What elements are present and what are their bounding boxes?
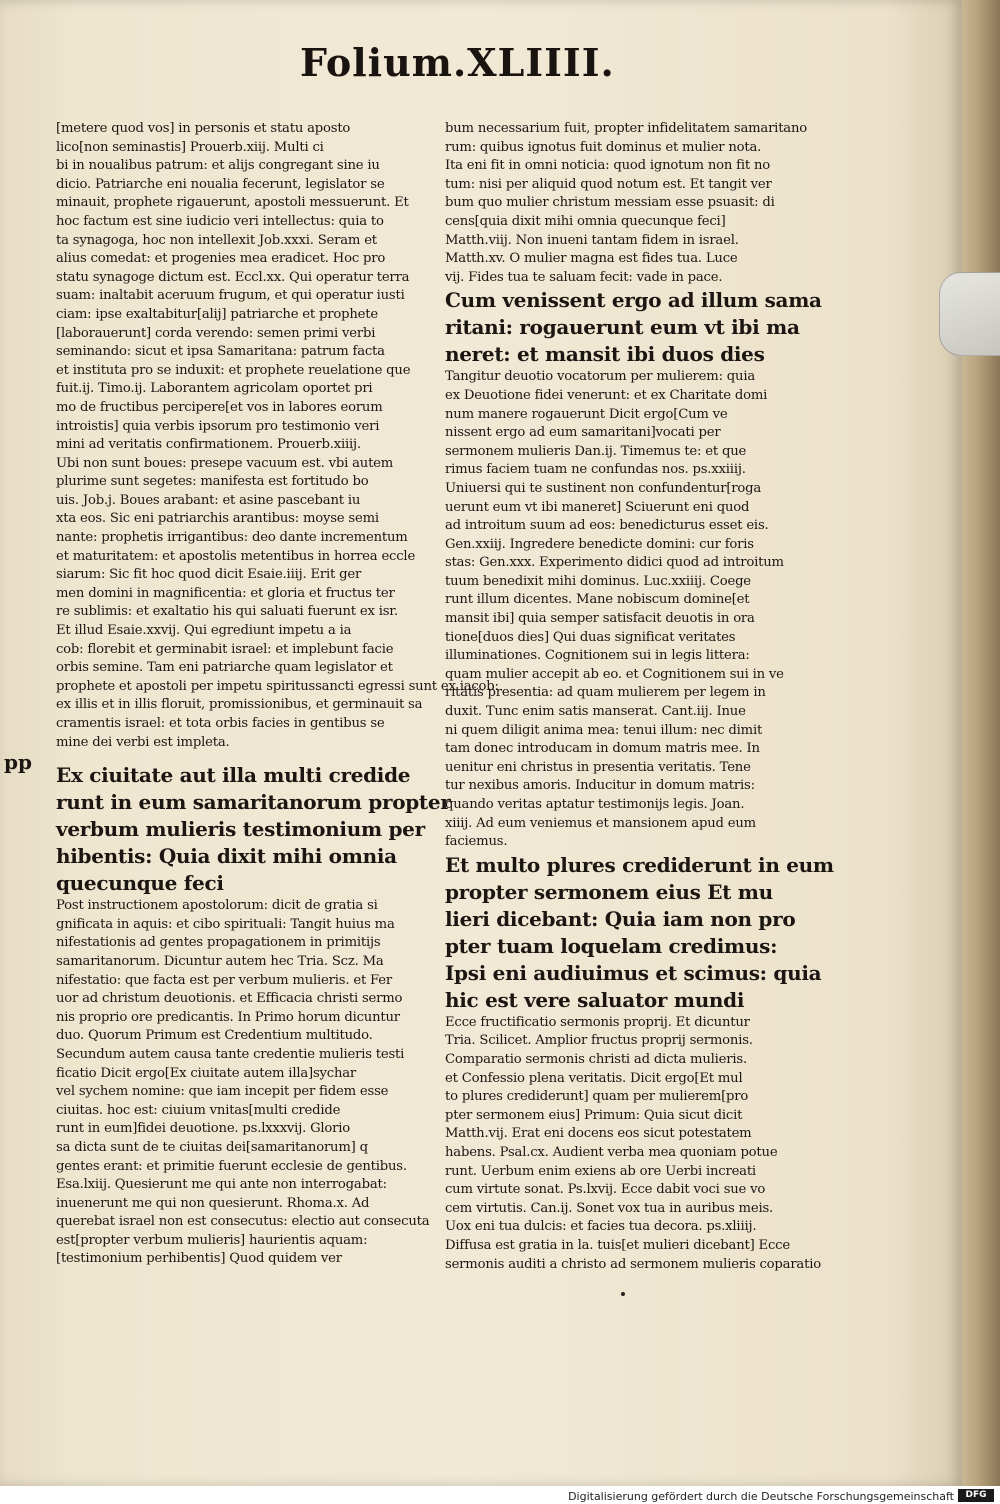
text-line: uerunt eum vt ibi maneret] Sciuerunt eni quod [445,499,750,515]
text-line: nis proprio ore predicantis. In Primo horum dicuntur [56,1009,400,1025]
text-line: uor ad christum deuotionis. et Efficacia christi sermo [56,991,403,1007]
text-line: [testimonium perhibentis] Quod quidem ver [56,1251,342,1267]
text-line: introistis] quia verbis ipsorum pro testimonio veri [56,418,380,434]
lemma-line: runt in eum samaritanorum propter [56,790,451,815]
text-line: ta synagoga, hoc non intellexit Job.xxxi. Seram et [56,232,377,248]
text-line: Ecce fructificatio sermonis proprij. Et dicuntur [445,1014,750,1030]
text-line: hoc factum est sine iudicio veri intellectus: quia to [56,213,384,229]
text-line: runt. Uerbum enim exiens ab ore Uerbi increati [445,1163,756,1179]
lemma-line: lieri dicebant: Quia iam non pro [445,906,796,931]
text-line: lico[non seminastis] Prouerb.xiij. Multi ci [56,139,324,155]
text-line: ciuitas. hoc est: ciuium vnitas[multi credide [56,1102,341,1118]
text-line: Ubi non sunt boues: presepe vacuum est. vbi autem [56,455,394,471]
text-line: ex illis et in illis floruit, promissionibus, et germinauit sa [56,697,423,713]
text-line: Diffusa est gratia in la. tuis[et mulieri dicebant] Ecce [445,1237,790,1253]
lemma-line: Ipsi eni audiuimus et scimus: quia [445,960,822,985]
lemma-line: hic est vere saluator mundi [445,987,745,1012]
text-line: ritatis presentia: ad quam mulierem per legem in [445,685,766,701]
text-line: Matth.viij. Non inueni tantam fidem in israel. [445,232,739,248]
text-line: mine dei verbi est impleta. [56,734,230,750]
lemma-line: quecunque feci [56,871,224,896]
lemma-line: Ex ciuitate aut illa multi credide [56,763,411,788]
text-line: cum virtute sonat. Ps.lxvij. Ecce dabit voci sue vo [445,1182,766,1198]
text-line: ex Deuotione fidei venerunt: et ex Charitate domi [445,387,768,403]
text-line: samaritanorum. Dicuntur autem hec Tria. Scz. Ma [56,953,384,969]
text-line: suam: inaltabit aceruum frugum, et qui operatur iusti [56,288,405,304]
lemma-line: Et multo plures crediderunt in eum [445,852,834,877]
lemma-line: neret: et mansit ibi duos dies [445,342,765,367]
text-line: nante: prophetis irrigantibus: deo dante incrementum [56,530,408,546]
text-line: habens. Psal.cx. Audient verba mea quoniam potue [445,1144,778,1160]
text-line: sa dicta sunt de te ciuitas dei[samaritanorum] q [56,1139,368,1155]
text-line: et Confessio plena veritatis. Dicit ergo[Et mul [445,1070,743,1086]
text-line: quando veritas aptatur testimonijs legis. Joan. [445,797,745,812]
text-line: num manere rogauerunt Dicit ergo[Cum ve [445,406,728,422]
text-line: fuit.ij. Timo.ij. Laborantem agricolam oportet pri [56,381,373,397]
text-line: xta eos. Sic eni patriarchis arantibus: moyse semi [56,511,379,527]
text-line: bum necessarium fuit, propter infidelitatem samaritano [445,121,807,136]
text-line: statu synagoge dictum est. Eccl.xx. Qui operatur terra [56,269,410,285]
text-line: vij. Fides tua te saluam fecit: vade in pace. [445,269,723,285]
text-line: faciemus. [445,834,508,850]
text-line: xiiij. Ad eum veniemus et mansionem apud eum [445,815,756,831]
text-line: cens[quia dixit mihi omnia quecunque feci] [445,213,726,229]
text-line: tur nexibus amoris. Inducitur in domum matris: [445,778,755,794]
right-column [445,120,834,1274]
text-line: et maturitatem: et apostolis metentibus in horrea eccle [56,548,416,564]
folio-heading: Folium.XLIIII. [300,40,615,85]
text-line: nissent ergo ad eum samaritani]vocati per [445,425,721,441]
text-line: gentes erant: et primitie fuerunt ecclesie de gentibus. [56,1158,407,1174]
text-line: Esa.lxiij. Quesierunt me qui ante non interrogabat: [56,1177,387,1193]
lemma-line: ritani: rogauerunt eum vt ibi ma [445,315,800,340]
text-line: plurime sunt segetes: manifesta est fortitudo bo [56,474,369,490]
text-line: querebat israel non est consecutus: electio aut consecuta [56,1214,430,1230]
text-line: stas: Gen.xxx. Experimento didici quod ad introitum [445,555,784,571]
text-line: alius comedat: et progenies mea eradicet. Hoc pro [56,251,386,267]
text-line: ad introitum suum ad eos: benedicturus esset eis. [445,518,769,534]
text-line: [metere quod vos] in personis et statu aposto [56,121,351,136]
text-line: illuminationes. Cognitionem sui in legis littera: [445,648,750,664]
text-line: seminando: sicut et ipsa Samaritana: patrum facta [56,344,385,360]
footer-credit: Digitalisierung gefördert durch die Deutsche Forschungsgemeinschaft [568,1490,954,1503]
lemma-line: verbum mulieris testimonium per [56,817,425,842]
text-line: pter sermonem eius] Primum: Quia sicut dicit [445,1107,743,1123]
lemma-line: propter sermonem eius Et mu [445,879,773,904]
text-line: cob: florebit et germinabit israel: et implebunt facie [56,641,394,657]
page-edge [962,0,1000,1486]
text-line: Secundum autem causa tante credentie mulieris testi [56,1046,405,1062]
lemma-line: hibentis: Quia dixit mihi omnia [56,844,397,869]
text-line: mansit ibi] quia semper satisfacit deuotis in ora [445,611,755,627]
text-line: dicio. Patriarche eni noualia fecerunt, legislator se [56,176,385,192]
paper-tab [939,272,1000,356]
text-line: to plures crediderunt] quam per mulierem[pro [445,1089,749,1105]
text-line: runt illum dicentes. Mane nobiscum domine[et [445,592,750,608]
text-line: duxit. Tunc enim satis manserat. Cant.iij. Inue [445,704,746,720]
text-line: ficatio Dicit ergo[Ex ciuitate autem illa]sychar [56,1065,357,1081]
margin-mark: pp [4,750,32,774]
text-line: sermonem mulieris Dan.ij. Timemus te: et que [445,443,747,459]
text-line: mo de fructibus percipere[et vos in labores eorum [56,399,383,415]
text-line: Ita eni fit in omni noticia: quod ignotum non fit no [445,158,770,174]
text-line: Comparatio sermonis christi ad dicta mulieris. [445,1051,747,1067]
text-line: ni quem diligit anima mea: tenui illum: nec dimit [445,722,763,738]
text-line: Post instructionem apostolorum: dicit de gratia si [56,898,378,914]
text-line: Tria. Scilicet. Amplior fructus proprij sermonis. [445,1033,753,1049]
text-line: cem virtutis. Can.ij. Sonet vox tua in auribus meis. [445,1200,774,1216]
lemma-line: pter tuam loquelam credimus: [445,933,778,958]
text-line: sermonis auditi a christo ad sermonem mulieris coparatio [445,1256,821,1272]
text-line: gnificata in aquis: et cibo spirituali: Tangit huius ma [56,916,395,932]
text-line: tuum benedixit mihi dominus. Luc.xxiiij. Coege [445,573,751,589]
text-line: et instituta pro se induxit: et prophete reuelatione que [56,362,411,378]
text-line: cramentis israel: et tota orbis facies in gentibus se [56,716,385,731]
text-line: tione[duos dies] Qui duas significat veritates [445,629,736,645]
text-line: Uox eni tua dulcis: et facies tua decora. ps.xliiij. [445,1219,757,1235]
text-line: vel sychem nomine: que iam incepit per fidem esse [56,1084,389,1100]
text-line: Et illud Esaie.xxvij. Qui egrediunt impetu a ia [56,623,352,639]
text-line: nifestationis ad gentes propagationem in primitijs [56,935,381,951]
text-line: rimus faciem tuam ne confundas nos. ps.xxiiij. [445,462,746,478]
text-line: uenitur eni christus in presentia veritatis. Tene [445,759,751,775]
dfg-logo: DFG [958,1489,994,1502]
text-line: ciam: ipse exaltabitur[alij] patriarche et prophete [56,306,378,322]
text-line: inuenerunt me qui non quesierunt. Rhoma.x. Ad [56,1195,370,1211]
text-line: mini ad veritatis confirmationem. Prouerb.xiiij. [56,437,361,453]
text-line: quam mulier accepit ab eo. et Cognitionem sui in ve [445,666,784,682]
text-line: duo. Quorum Primum est Credentium multitudo. [56,1028,373,1044]
page-dot [621,1292,625,1296]
text-line: tam donec introducam in domum matris mee. In [445,741,760,757]
text-line: Uniuersi qui te sustinent non confundentur[roga [445,480,762,496]
text-line: bum quo mulier christum messiam esse psuasit: di [445,195,775,211]
footer-bar [0,1486,1000,1504]
text-line: runt in eum]fidei deuotione. ps.lxxxvij. Glorio [56,1121,351,1137]
text-line: men domini in magnificentia: et gloria et fructus ter [56,585,395,601]
text-line: tum: nisi per aliquid quod notum est. Et tangit ver [445,176,772,192]
text-line: Matth.vij. Erat eni docens eos sicut potestatem [445,1126,752,1142]
text-line: re sublimis: et exaltatio his qui saluati fuerunt ex isr. [56,604,398,620]
text-line: minauit, prophete rigauerunt, apostoli messuerunt. Et [56,195,409,211]
text-line: orbis semine. Tam eni patriarche quam legislator et [56,660,393,676]
text-line: [laborauerunt] corda verendo: semen primi verbi [56,325,376,341]
lemma-line: Cum venissent ergo ad illum sama [445,288,822,313]
text-line: Tangitur deuotio vocatorum per mulierem: quia [445,369,756,385]
text-line: Gen.xxiij. Ingredere benedicte domini: cur foris [445,536,754,552]
text-line: uis. Job.j. Boues arabant: et asine pascebant iu [56,492,361,508]
text-line: Matth.xv. O mulier magna est fides tua. Luce [445,251,738,267]
text-line: prophete et apostoli per impetu spiritussancti egressi sunt ex iacob: [56,678,499,694]
text-line: est[propter verbum mulieris] haurientis aquam: [56,1232,368,1248]
text-line: siarum: Sic fit hoc quod dicit Esaie.iiij. Erit ger [56,567,362,583]
text-line: nifestatio: que facta est per verbum mulieris. et Fer [56,972,392,988]
text-line: rum: quibus ignotus fuit dominus et mulier nota. [445,139,762,155]
text-line: bi in noualibus patrum: et alijs congregant sine iu [56,158,380,174]
